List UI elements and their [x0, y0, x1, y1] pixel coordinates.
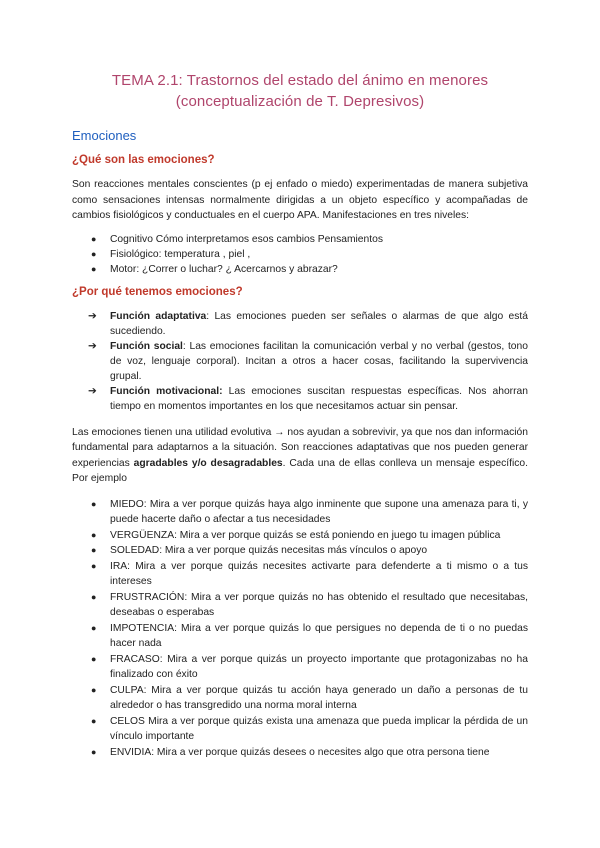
list-item: ● SOLEDAD: Mira a ver porque quizás necesitas más vínculos o apoyo	[72, 543, 528, 558]
arrow-icon: ➔	[88, 309, 97, 322]
bullet-icon: ●	[91, 263, 97, 274]
bullet-icon: ●	[91, 716, 97, 727]
emotions-list	[72, 497, 528, 761]
list-item: ➔ Función motivacional: Las emociones suscitan respuestas específicas. Nos ahorran tiempo en momentos importantes en los que necesitamos actuar sin pensar.	[88, 384, 528, 412]
definition-paragraph: Son reacciones mentales conscientes (p ej enfado o miedo) experimentadas de manera subjetiva como sensaciones intensas normalmente dirigidas a un objeto específico y acompañadas de cambios fisiológicos y conductuales en el cuerpo APA. Manifestaciones en tres niveles:	[72, 179, 528, 221]
list-item: ● CULPA: Mira a ver porque quizás tu acción haya generado un daño a personas de tu alrededor o has transgredido una norma moral interna	[91, 685, 528, 712]
bullet-icon: ●	[91, 747, 97, 758]
list-item: ● IMPOTENCIA: Mira a ver porque quizás lo que persigues no dependa de ti o no puedas hacer nada	[91, 623, 528, 650]
question-heading-2: ¿Por qué tenemos emociones?	[72, 285, 243, 298]
question-heading-1: ¿Qué son las emociones?	[72, 154, 215, 166]
list-item: ● ENVIDIA: Mira a ver porque quizás desees o necesites algo que otra persona tiene	[72, 745, 528, 760]
list-item: ● FRUSTRACIÓN: Mira a ver porque quizás no has obtenido el resultado que necesitabas, deseabas o esperabas	[91, 592, 528, 619]
list-item: ➔ Función social: Las emociones facilitan la comunicación verbal y no verbal (gestos, tono de voz, lenguaje corporal). Incitan a otros a hacer cosas, facilitando la supervivencia grupal.	[88, 339, 528, 382]
list-item: ● Motor: ¿Correr o luchar? ¿ Acercarnos y abrazar?	[91, 263, 338, 275]
functions-list	[72, 309, 528, 414]
bullet-icon: ●	[91, 654, 97, 665]
levels-list	[72, 232, 528, 277]
bullet-icon: ●	[91, 561, 97, 572]
list-item: ➔ Función adaptativa: Las emociones pueden ser señales o alarmas de que algo está sucediendo.	[88, 309, 528, 337]
evolution-paragraph: Las emociones tienen una utilidad evolutiva → nos ayudan a sobrevivir, ya que nos dan información fundamental para adaptarnos a la situación. Son reacciones adaptativas que nos pueden generar experiencias agradables y/o desagradables. Cada una de ellas conlleva un mensaje específico. Por ejemplo	[72, 426, 528, 484]
bullet-icon: ●	[91, 592, 97, 603]
list-item: ● VERGÜENZA: Mira a ver porque quizás se está poniendo en juego tu imagen pública	[72, 528, 528, 543]
bullet-icon: ●	[91, 498, 97, 509]
list-item: ● MIEDO: Mira a ver porque quizás haya algo inminente que supone una amenaza para ti, y puede hacerte daño o afectar a tus necesidades	[91, 498, 528, 525]
bullet-icon: ●	[91, 529, 97, 540]
page-title: TEMA 2.1: Trastornos del estado del ánimo en menores (conceptualización de T. Depresivos)	[111, 72, 489, 110]
list-item: ● IRA: Mira a ver porque quizás necesites activarte para defenderte a ti mismo o a tus intereses	[91, 561, 528, 588]
bullet-icon: ●	[91, 545, 97, 556]
bullet-icon: ●	[91, 233, 97, 244]
document-page	[72, 70, 528, 761]
list-item: ● CELOS Mira a ver porque quizás exista una amenaza que pueda implicar la pérdida de un vínculo importante	[91, 716, 528, 743]
section-heading: Emociones	[72, 128, 137, 143]
bullet-icon: ●	[91, 623, 97, 634]
arrow-icon: ➔	[88, 339, 97, 352]
list-item: ● Cognitivo Cómo interpretamos esos cambios Pensamientos	[91, 233, 383, 245]
arrow-icon: ➔	[88, 384, 97, 397]
list-item: ● Fisiológico: temperatura , piel ,	[91, 248, 251, 260]
list-item: ● FRACASO: Mira a ver porque quizás un proyecto importante que protagonizabas no ha finalizado con éxito	[91, 654, 528, 681]
bullet-icon: ●	[91, 248, 97, 259]
bullet-icon: ●	[91, 685, 97, 696]
